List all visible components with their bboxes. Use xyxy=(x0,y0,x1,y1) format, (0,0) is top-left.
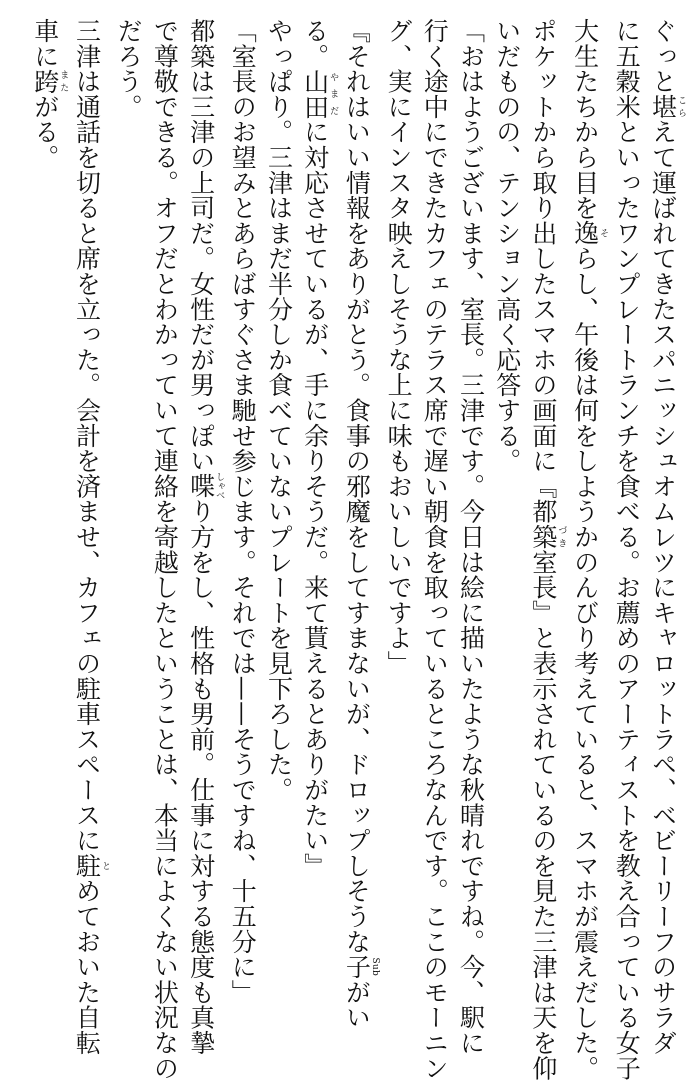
ruby-yamada: 山田やまだ xyxy=(300,68,339,120)
text-column-6: 「おはようございます、室長。三津です。今日は絵に描いたような秋晴れですね。今、駅に xyxy=(456,18,486,1056)
text-column-8: グ、実にインスタ映えしそうな上に味もおいしいですよ」 xyxy=(384,18,414,676)
text-column-5: いだものの、テンション高く応答する。 xyxy=(492,18,522,474)
text-column-10: る。山田やまだに対応させているが、手に余りそうだ。来て貰えるとありがたい』 xyxy=(300,18,339,879)
ruby-sorashi: 逸そ xyxy=(570,220,609,246)
text-column-17: 車に跨またがる。 xyxy=(30,18,69,170)
ruby-koraete: 堪こら xyxy=(648,93,686,120)
text-column-16: 三津は通話を切ると席を立った。会計を済ませ、カフェの駐車スペースに駐とめておいた自転 xyxy=(72,18,110,1056)
text-column-3: 大生たちから目を逸そらし、午後は何をしようかのんびり考えていると、スマホが震えだした。 xyxy=(570,18,609,1081)
text-column-9: 『それはいい情報をありがとう。食事の邪魔をしてすまないが、ドロップしそうな子Subがい xyxy=(342,18,380,1031)
text-column-14: で尊敬できる。オフだとわかっていて連絡を寄越したということは、本当によくない状況なの xyxy=(150,18,180,1081)
text-column-13: 都築は三津の上司だ。女性だが男っぽい喋しゃべり方をし、性格も男前。仕事に対する態度も真摯 xyxy=(186,18,225,1056)
text-column-12: 「室長のお望みとあらばすぐさま馳せ参じます。それでは——そうですね、十五分に」 xyxy=(228,18,258,1005)
text-column-15: だろう。 xyxy=(114,18,144,120)
vertical-text-body xyxy=(27,18,686,1081)
text-column-1: ぐっと堪こらえて運ばれてきたスパニッシュオムレツにキャロットラペ、ベビーリーフのサラダ xyxy=(648,18,686,1056)
ruby-tome: 駐と xyxy=(72,852,110,879)
ruby-sub: 子Sub xyxy=(342,954,380,980)
text-column-7: 行く途中にできたカフェのテラス席で遅い朝食を取っているところなんです。ここのモーニン xyxy=(420,18,450,1081)
ruby-shabe: 喋しゃべ xyxy=(186,472,225,501)
ruby-tsuzuki: 築づき xyxy=(528,524,567,550)
text-column-11: やっぱり。三津はまだ半分しか食べていないプレートを見下ろした。 xyxy=(264,18,294,803)
ruby-mata: 跨また xyxy=(30,68,69,94)
text-column-4: ポケットから取り出したスマホの画面に『都築づき室長』と表示されているのを見た三津は天を仰 xyxy=(528,18,567,1081)
text-column-2: に五穀米といったワンプレートランチを食べる。お薦めのアーティストを教え合っている女子 xyxy=(612,18,642,1081)
